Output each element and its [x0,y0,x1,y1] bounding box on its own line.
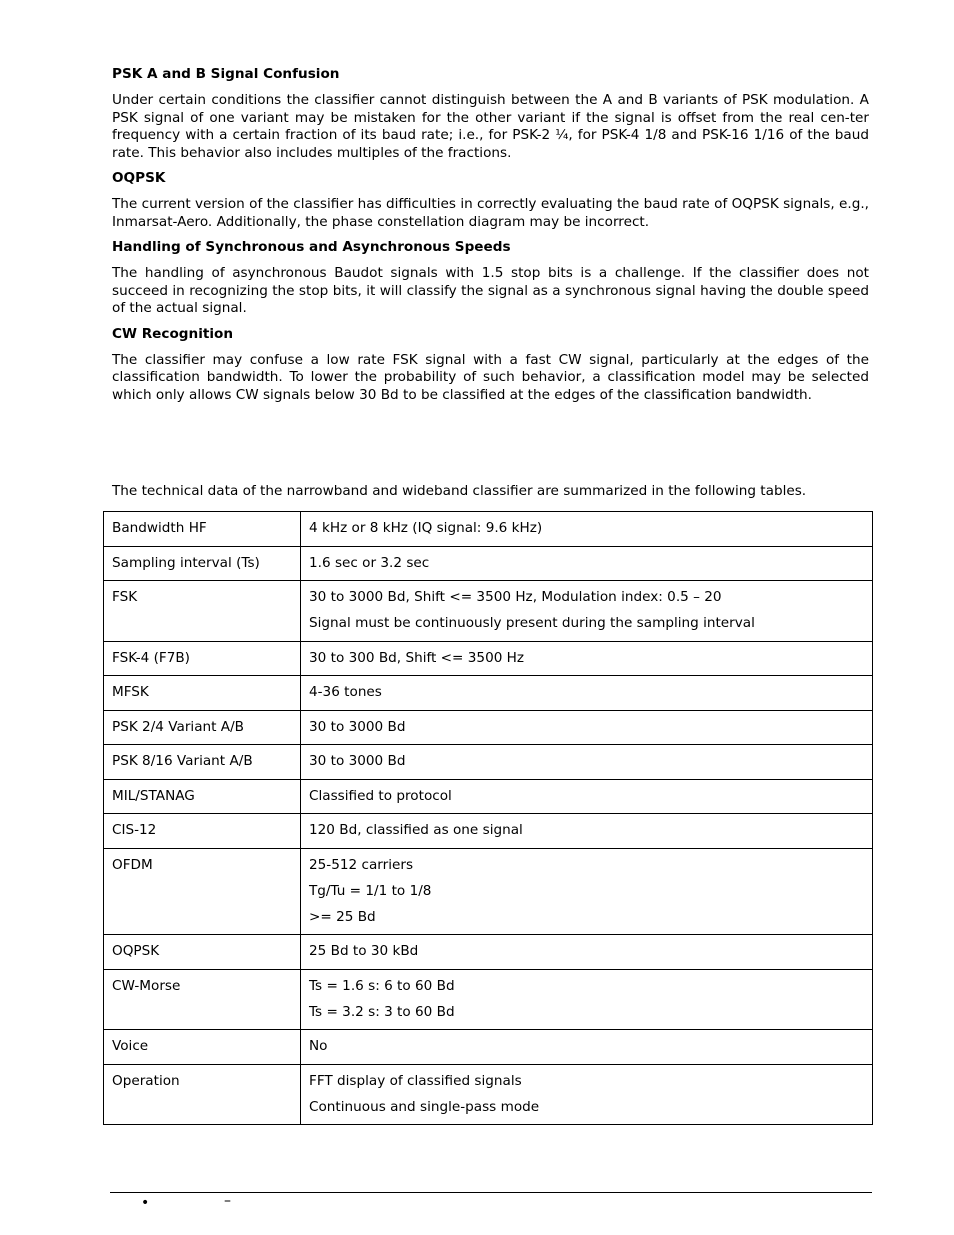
value-line: Continuous and single-pass mode [309,1098,540,1115]
table-row [104,745,873,780]
value-line: 30 to 3000 Bd, Shift <= 3500 Hz, Modulation index: 0.5 – 20 [309,589,722,605]
value-line: 4-36 tones [309,684,382,700]
table-row [104,814,873,849]
value-line: 30 to 300 Bd, Shift <= 3500 Hz [309,649,525,666]
value-cell [301,848,873,935]
value-line: 120 Bd, classified as one signal [309,822,523,838]
section-paragraph: The classifier may confuse a low rate FSK signal with a fast CW signal, particularly at the edges of the classification bandwidth. To lower the probability of such behavior, a classification model may be selected which only allows CW signals below 30 Bd to be classified at the edges of the classification bandwidth. [112,351,869,403]
section-heading: OQPSK [112,170,166,186]
value-cell [301,512,873,547]
parameter-cell: CIS-12 [104,814,301,849]
table-row [104,641,873,676]
value-cell [301,1064,873,1125]
technical-data-table-body [104,512,873,1125]
value-cell [301,581,873,642]
section-paragraph: The handling of asynchronous Baudot signals with 1.5 stop bits is a challenge. If the classifier does not succeed in recognizing the stop bits, it will classify the signal as a synchronous signal having the double speed of the actual signal. [112,265,869,316]
value-line: 25 Bd to 30 kBd [309,943,419,959]
table-row [104,779,873,814]
value-cell [301,676,873,711]
table-row [104,581,873,642]
value-cell [301,935,873,970]
parameter-cell: PSK 8/16 Variant A/B [104,745,301,780]
value-line: Signal must be continuously present during the sampling interval [309,615,755,631]
footer-dash: – [224,1193,231,1209]
value-cell [301,814,873,849]
parameter-cell: Bandwidth HF [104,512,301,547]
value-line: Ts = 3.2 s: 3 to 60 Bd [309,1003,455,1020]
table-row [104,848,873,935]
value-line: 25-512 carriers [309,856,414,873]
value-line: 30 to 3000 Bd [309,718,406,735]
parameter-cell: OFDM [104,848,301,935]
value-cell [301,710,873,745]
value-line: FFT display of classified signals [309,1072,522,1089]
parameter-cell: OQPSK [104,935,301,970]
parameter-cell: Operation [104,1064,301,1125]
table-row [104,710,873,745]
parameter-cell: MFSK [104,676,301,711]
value-line: Classified to protocol [309,787,452,804]
parameter-cell: FSK-4 (F7B) [104,641,301,676]
value-cell [301,1030,873,1065]
section-paragraph: Under certain conditions the classifier cannot distinguish between the A and B variants of PSK modulation. A PSK signal of one variant may be mistaken for the other variant if the signal is offset from the real cen-ter frequency with a certain fraction of its baud rate; i.e., for PSK-2 ¼, for PSK-4 1/8 and PSK-16 1/16 of the baud rate. This behavior also includes multiples of the fractions. [112,92,869,161]
value-line: Ts = 1.6 s: 6 to 60 Bd [309,977,455,994]
table-row [104,512,873,547]
value-cell [301,546,873,581]
parameter-cell: PSK 2/4 Variant A/B [104,710,301,745]
table-row [104,676,873,711]
footer-bullet: • [141,1195,150,1211]
value-cell [301,969,873,1030]
table-row [104,1064,873,1125]
parameter-cell: Voice [104,1030,301,1065]
section-heading: CW Recognition [112,325,234,342]
value-line: 30 to 3000 Bd [309,753,406,769]
value-line: >= 25 Bd [309,908,376,925]
value-cell [301,745,873,780]
value-line: 1.6 sec or 3.2 sec [309,554,430,571]
value-cell [301,779,873,814]
table-intro: The technical data of the narrowband and wideband classifier are summarized in the following tables. [112,483,807,499]
table-row [104,546,873,581]
table-row [104,1030,873,1065]
parameter-cell: MIL/STANAG [104,779,301,814]
parameter-cell: Sampling interval (Ts) [104,546,301,581]
value-line: 4 kHz or 8 kHz (IQ signal: 9.6 kHz) [309,520,543,536]
parameter-cell: CW-Morse [104,969,301,1030]
section-paragraph: The current version of the classifier has difficulties in correctly evaluating the baud rate of OQPSK signals, e.g., Inmarsat-Aero. Additionally, the phase constellation diagram may be incorrect. [112,196,869,230]
table-row [104,969,873,1030]
table-row [104,935,873,970]
technical-data-table [103,511,873,1125]
value-line: No [309,1038,328,1054]
section-heading: PSK A and B Signal Confusion [112,66,340,82]
value-line: Tg/Tu = 1/1 to 1/8 [309,882,432,899]
value-cell [301,641,873,676]
section-heading: Handling of Synchronous and Asynchronous Speeds [112,239,511,255]
limitations-sections [112,64,869,410]
parameter-cell: FSK [104,581,301,642]
